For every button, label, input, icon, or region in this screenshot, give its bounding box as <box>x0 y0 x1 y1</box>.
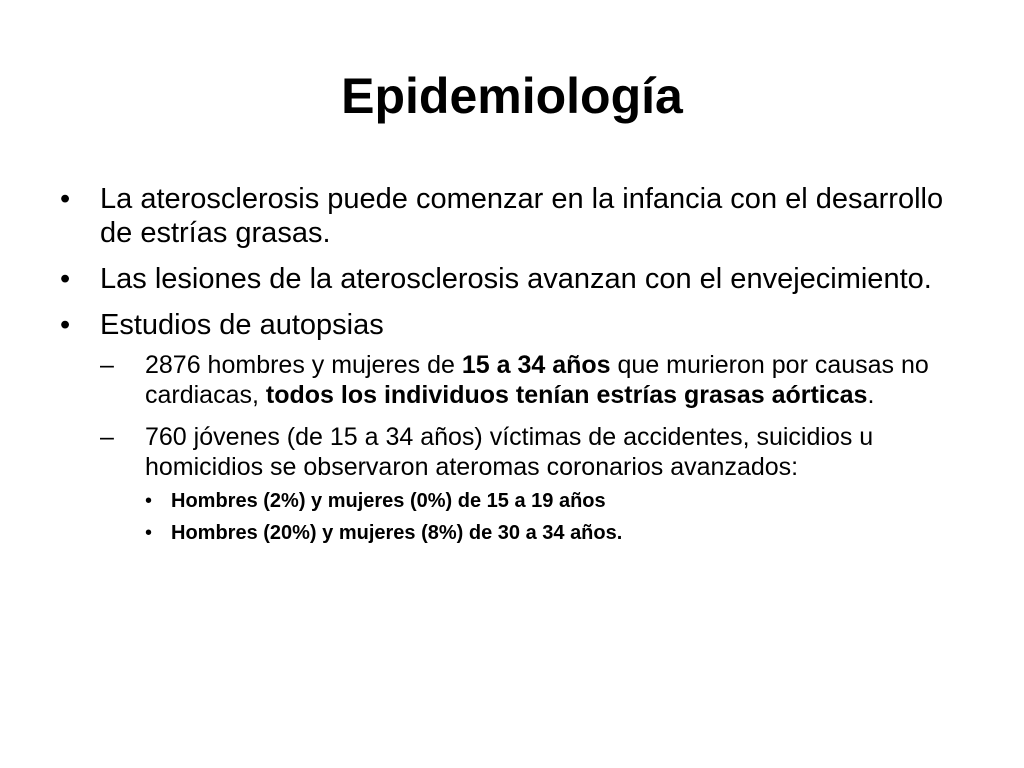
bullet-icon: • <box>60 263 71 295</box>
sub-text <box>145 351 929 409</box>
sub-sub-text: Hombres (20%) y mujeres (8%) de 30 a 34 años. <box>171 522 623 544</box>
bullet-icon: • <box>145 490 153 512</box>
sub-text-part: que murieron por causas no cardiacas, <box>145 351 929 409</box>
sub-text: 760 jóvenes (de 15 a 34 años) víctimas de accidentes, suicidios u homicidios se observaron ateromas coronarios avanzados: <box>145 423 874 481</box>
sub-item-1 <box>100 350 960 410</box>
dash-icon: – <box>100 351 114 379</box>
sub-text-bold: todos los individuos tenían estrías grasas aórticas <box>265 381 868 409</box>
sub-sub-item-1 <box>145 488 960 514</box>
bullet-item-1 <box>60 182 960 250</box>
bullet-text: Las lesiones de la aterosclerosis avanzan con el envejecimiento. <box>100 263 932 295</box>
bullet-item-3 <box>60 308 960 546</box>
sub-item-2 <box>100 422 960 546</box>
bullet-icon: • <box>145 522 153 544</box>
sub-text-part: 2876 hombres y mujeres de <box>145 351 462 379</box>
sub-text-part: . <box>867 381 875 409</box>
bullet-text: Estudios de autopsias <box>100 309 384 341</box>
sub-sub-list <box>145 488 960 546</box>
bullet-item-2 <box>60 262 960 296</box>
bullet-icon: • <box>60 309 71 341</box>
bullet-icon: • <box>60 183 71 215</box>
sub-text-bold: 15 a 34 años <box>461 351 611 379</box>
sub-sub-text: Hombres (2%) y mujeres (0%) de 15 a 19 años <box>171 490 606 512</box>
bullet-text: La aterosclerosis puede comenzar en la infancia con el desarrollo de estrías grasas. <box>100 183 944 249</box>
dash-icon: – <box>100 423 114 451</box>
sub-list <box>100 350 960 546</box>
bullet-list <box>60 182 960 558</box>
sub-sub-item-2 <box>145 520 960 546</box>
slide-title: Epidemiología <box>341 68 683 124</box>
